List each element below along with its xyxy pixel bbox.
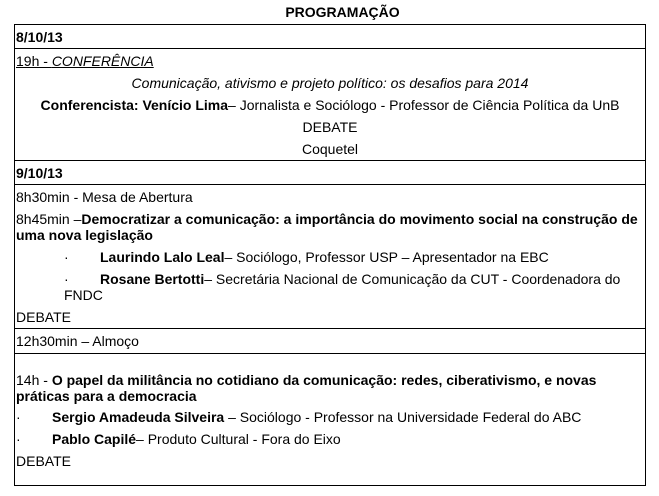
divider bbox=[14, 160, 646, 161]
speaker-name: Laurindo Lalo Leal bbox=[100, 249, 225, 265]
day2-item2 bbox=[16, 211, 646, 243]
day2-debate: DEBATE bbox=[16, 309, 71, 325]
speaker-desc-continued: FNDC bbox=[64, 287, 103, 303]
day2-item3 bbox=[16, 372, 636, 404]
day1-theme: Comunicação, ativismo e projeto político: os desafios para 2014 bbox=[131, 75, 529, 91]
day1-coquetel: Coquetel bbox=[301, 141, 359, 157]
speaker-name: Rosane Bertotti bbox=[100, 271, 205, 287]
speaker-row bbox=[52, 431, 341, 447]
page-title: PROGRAMAÇÃO bbox=[285, 4, 400, 20]
speaker-desc: – Secretária Nacional de Comunicação da CUT - Coordenadora do bbox=[204, 271, 621, 287]
day1-date: 8/10/13 bbox=[16, 29, 63, 45]
day2-debate-2: DEBATE bbox=[16, 453, 71, 469]
speaker-desc: – Sociólogo, Professor USP – Apresentador na EBC bbox=[224, 249, 549, 265]
day1-speaker-desc: – Jornalista e Sociólogo - Professor de Ciência Política da UnB bbox=[228, 97, 620, 113]
speaker-row bbox=[52, 409, 581, 425]
day2-date: 9/10/13 bbox=[16, 165, 63, 181]
divider bbox=[14, 48, 646, 49]
day1-debate: DEBATE bbox=[302, 119, 358, 135]
day2-item2-time: 8h45min – bbox=[16, 211, 82, 227]
day1-session-line bbox=[16, 53, 154, 69]
day1-speaker bbox=[14, 97, 646, 113]
speaker-row bbox=[100, 271, 620, 287]
divider bbox=[14, 328, 646, 329]
divider bbox=[14, 184, 646, 185]
day1-speaker-name: Conferencista: Venício Lima bbox=[40, 97, 229, 113]
speaker-name: Pablo Capilé bbox=[52, 431, 137, 447]
speaker-row bbox=[100, 249, 549, 265]
bullet: · bbox=[64, 271, 69, 287]
day1-time: 19h - bbox=[16, 53, 52, 69]
bullet: · bbox=[64, 249, 69, 265]
speaker-desc: – Produto Cultural - Fora do Eixo bbox=[136, 431, 341, 447]
day1-type: CONFERÊNCIA bbox=[51, 53, 154, 69]
speaker-name: Sergio Amadeuda Silveira bbox=[52, 409, 225, 425]
day2-lunch: 12h30min – Almoço bbox=[16, 333, 139, 349]
divider bbox=[14, 353, 646, 354]
bullet: · bbox=[16, 409, 21, 425]
speaker-desc: – Sociólogo - Professor na Universidade Federal do ABC bbox=[224, 409, 582, 425]
bullet: · bbox=[16, 431, 21, 447]
day2-item3-time: 14h - bbox=[16, 372, 52, 388]
day2-item1: 8h30min - Mesa de Abertura bbox=[16, 189, 193, 205]
day2-item3-title: O papel da militância no cotidiano da comunicação: redes, ciberativismo, e novas práticas para a democracia bbox=[16, 372, 597, 404]
day2-item2-title: Democratizar a comunicação: a importância do movimento social na construção de uma nova legislação bbox=[16, 211, 638, 243]
